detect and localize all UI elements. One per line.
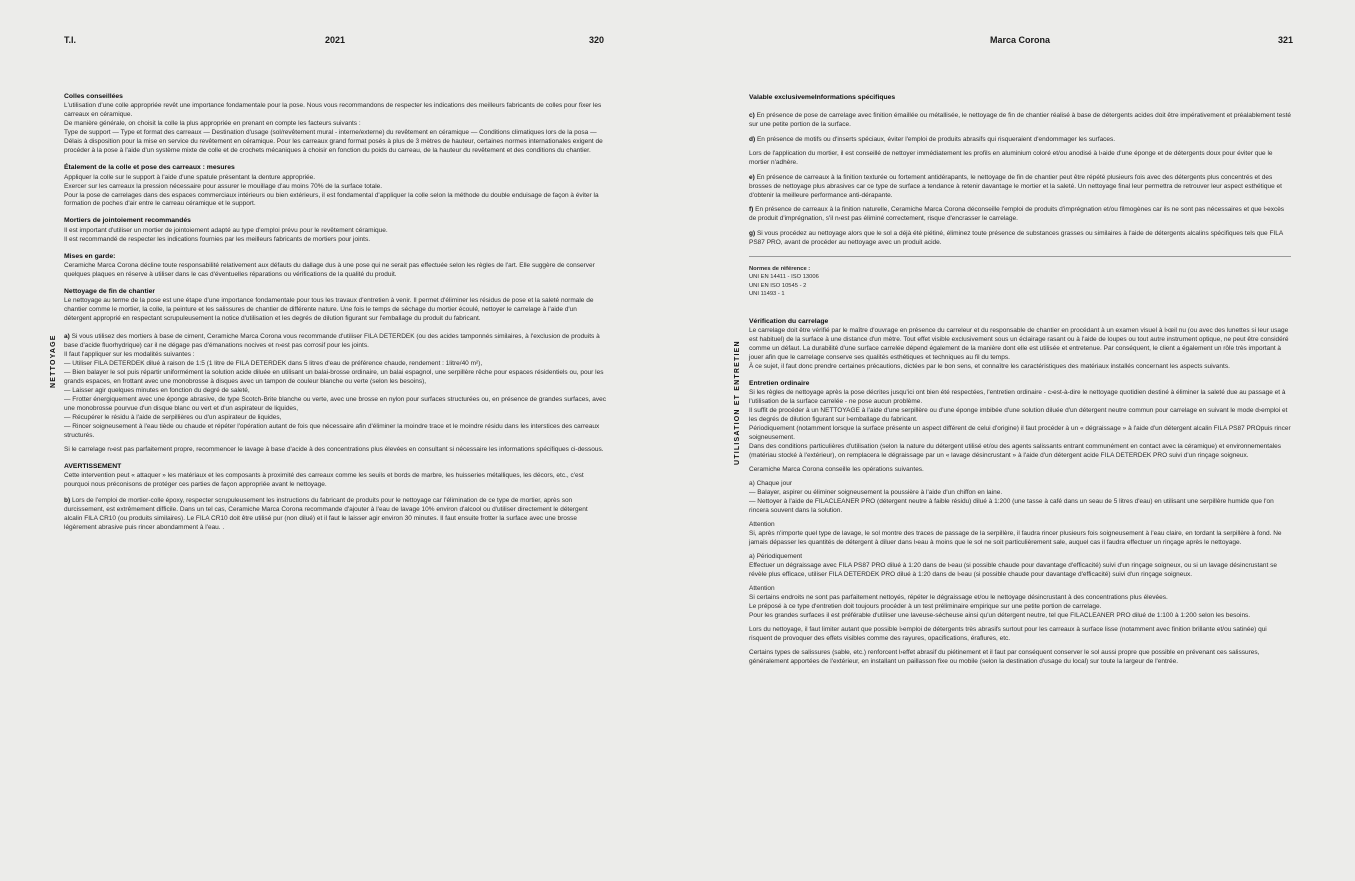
subsection-title-attention: Attention — [749, 521, 775, 529]
paragraph: Si certains endroits ne sont pas parfaitement nettoyés, répéter le dégraissage et/ou le nettoyage désincrustant à des concentrations plus élevées. — [749, 594, 1168, 602]
list-item: — Récupérer le résidu à l'aide de serpillières ou d'un aspirateur de liquides, — [64, 414, 282, 422]
list-item: — Balayer, aspirer ou éliminer soigneusement la poussière à l'aide d'un chiffon en laine. — [749, 489, 1003, 497]
list-item: — Nettoyer à l'aide de FILACLEANER PRO (détergent neutre à faible résidu) dilué à 1:200 (une tasse à café dans un seau de 5 litres d'eau) en utilisant une serpillère humide que l'on rincera souvent dans la solution. — [749, 498, 1274, 515]
paragraph: Il est important d'utiliser un mortier de jointoiement adapté au type d'emploi prévu pour le revêtement céramique. — [64, 226, 388, 234]
header-ti: T.I. — [64, 35, 77, 45]
left-text-column — [64, 92, 606, 539]
list-item: — Laisser agir quelques minutes en fonction du degré de saleté, — [64, 387, 250, 395]
divider — [749, 256, 1291, 258]
reference-item: UNI EN ISO 10545 - 2 — [749, 282, 807, 289]
paragraph: À ce sujet, il faut donc prendre certaines précautions, dictées par le bon sens, et connaître les caractéristiques des matériaux installés concernant les aspects suivants. — [749, 362, 1230, 370]
paragraph: Ceramiche Marca Corona décline toute responsabilité relativement aux défauts du dallage dus à une pose qui ne serait pas effectuée selon les règles de l'art. Elle suggère de conserver quelques plaques en réserve à utiliser dans le cas d'éventuelles réparations ou vérifications de la qualité du produit. — [64, 262, 595, 279]
subsection-title-periodiquement: a) Périodiquement — [749, 553, 803, 561]
paragraph: Cette intervention peut « attaquer » les matériaux et les composants à proximité des carreaux comme les seuils et bords de marbre, les huisseries métalliques, les décors, etc., c'est pourquoi nous préconisons de protéger ces parties de façon appropriée avant le nettoyage. — [64, 472, 584, 489]
paragraph: De manière générale, on choisit la colle la plus appropriée en prenant en compte les facteurs suivants : — [64, 120, 361, 128]
paragraph: Pour les grandes surfaces il est préférable d'utiliser une laveuse-sécheuse ainsi qu'un détergent neutre, tel que FILACLEANER PRO dilué de 1:100 à 1:200 selon les besoins. — [749, 611, 1251, 619]
section-title-entretien: Entretien ordinaire — [749, 379, 810, 387]
paragraph: Dans des conditions particulières d'utilisation (selon la nature du détergent utilisé et/ou des agents salissants entrant communément en contact avec la céramique) et environnementales (matériau stocké à l'extérieur), on remplacera le dégraissage par un « lavage désincrustant » à l'aide d'un détergent acide FILA DETERDEK PRO suivi d'un rinçage soigneux. — [749, 442, 1282, 459]
paragraph: Périodiquement (notamment lorsque la surface présente un aspect différent de celui d'origine) il faut procéder à un « dégraissage » à l'aide d'un détergent alcalin FILA PS87 PROpuis rincer soigneusement. — [749, 425, 1291, 441]
paragraph: Le préposé à ce type d'entretien doit toujours procéder à un test préliminaire empirique sur une petite portion de carrelage. — [749, 603, 1102, 610]
paragraph: Si, après n'importe quel type de lavage, le sol montre des traces de passage de la serpillère, il faudra rincer plusieurs fois soigneusement à l'eau claire, en tordant la serpillère à fond. Ne jamais dépasser les quantités de détergent à diluer dans l›eau à moins que le sol ne soit particulièrement sale, auquel cas il faudra effectuer un rinçage après le nettoyage. — [749, 530, 1282, 547]
right-text-column — [749, 93, 1291, 673]
list-item-b: b) Lors de l'emploi de mortier-colle époxy, respecter scrupuleusement les instructions du fabricant de produits pour le nettoyage car l'élimination de ce type de mortier, après son durcissement, est extrêmement difficile. Dans un tel cas, Ceramiche Marca Corona recommande d'ajouter à l'eau de lavage 10% environ d'alcool ou d'utiliser directement le détergent alcalin FILA CR10 (ou produits similaires). Le FILA CR10 doit être utilisé pur (non dilué) et il faut le laisser agir environ 30 minutes. Il faut ensuite frotter la surface avec une brosse légèrement abrasive puis rincer abondamment à l'eau. . — [64, 497, 588, 532]
paragraph: Lors du nettoyage, il faut limiter autant que possible l›emploi de détergents très abrasifs surtout pour les carreaux à surface lisse (notamment avec finition brillante et/ou satinée) qui risquent de provoquer des effets visibles comme des rayures, opacifications, éraflures, etc. — [749, 625, 1267, 642]
section-title-valable: Valable exclusivemeInformations spécifiques — [749, 94, 896, 101]
section-title-verification: Vérification du carrelage — [749, 317, 829, 325]
paragraph: Lors de l'application du mortier, il est conseillé de nettoyer immédiatement les profils en aluminium coloré et/ou anodisé à l›aide d'une éponge et de détergents doux pour éviter que le mortier n'adhère. — [749, 150, 1273, 167]
paragraph: Pour la pose de carrelages dans des espaces commerciaux intérieurs ou bien extérieurs, il est fondamental d'appliquer la colle selon la méthode du double enduisage de façon à éviter la formation de poches d'air entre le carreau céramique et le support. — [64, 191, 599, 208]
list-item: — Rincer soigneusement à l'eau tiède ou chaude et répéter l'opération autant de fois que nécessaire afin d'éliminer la moindre trace et le moindre résidu dans les interstices des carreaux structurés. — [64, 423, 600, 439]
side-tab-nettoyage: NETTOYAGE — [50, 334, 57, 388]
side-tab-utilisation-entretien: UTILISATION ET ENTRETIEN — [734, 340, 741, 465]
list-item: — Frotter énergiquement avec une éponge abrasive, de type Scotch-Brite blanche ou verte, avec une brosse en nylon pour surfaces structurées ou, en présence de grandes surfaces, avec une monobrosse pourvue d'un disque blanc ou vert et d'un aspirateur de liquides, — [64, 396, 606, 413]
paragraph: Appliquer la colle sur le support à l'aide d'une spatule présentant la denture appropriée. — [64, 173, 316, 181]
paragraph: Il suffit de procéder à un NETTOYAGE à l'aide d'une serpillère ou d'une éponge imbibée d'une solution diluée d'un détergent neutre commun pour carrelage en suivant le mode d›emploi et les degrés de dilution figurant sur l›emballage du fabricant. — [749, 407, 1288, 424]
header-brand: Marca Corona — [990, 35, 1051, 45]
subsection-title-chaque-jour: a) Chaque jour — [749, 480, 792, 488]
list-item: — Utiliser FILA DETERDEK dilué à raison de 1:5 (1 litre de FILA DETERDEK dans 5 litres d'eau de préférence chaude, rendement : 1litre/40 m²), — [64, 360, 483, 368]
left-page — [0, 0, 677, 881]
header-page-number: 320 — [589, 35, 605, 45]
reference-item: UNI EN 14411 - ISO 13006 — [749, 274, 819, 281]
section-title-mortiers: Mortiers de jointoiement recommandés — [64, 217, 191, 225]
paragraph: Exercer sur les carreaux la pression nécessaire pour assurer le mouillage d'au moins 70% de la surface totale. — [64, 182, 383, 190]
paragraph: Si les règles de nettoyage après la pose décrites jusqu'ici ont bien été respectées, l'entretien ordinaire - c›est-à-dire le nettoyage quotidien destiné à éliminer la saleté due au passage et à l'utilisation de la surface carrelée - ne pose aucun problème. — [749, 389, 1286, 406]
list-item-f: f) En présence de carreaux à la finition naturelle, Ceramiche Marca Corona déconseille l'emploi de produits d'imprégnation et/ou filmogènes car ils ne sont pas nécessaires et que l›excès de produit d'imprégnation, s'il n›est pas éliminé correctement, risque d'encrasser le carrelage. — [749, 206, 1285, 223]
section-title-etalement: Étalement de la colle et pose des carreaux : mesures — [64, 164, 235, 172]
references-title: Normes de référence : — [749, 266, 811, 272]
paragraph: Le nettoyage au terme de la pose est une étape d'une importance fondamentale pour tous les travaux d'entretien à venir. Il permet d'éliminer les résidus de pose et la saleté normale de chantier comme le mortier, la colle, la peinture et les salissures de chantier de différente nature. Une fois le temps de séchage du mortier écoulé, nettoyer le carrelage à l'aide d'un détergent approprié en respectant scrupuleusement la notice d'utilisation et les degrés de dilution figurant sur l'emballage du produit du fabricant. — [64, 297, 594, 323]
section-title-mises-en-garde: Mises en garde: — [64, 252, 116, 260]
header-year: 2021 — [325, 35, 346, 45]
header-page-number: 321 — [1278, 35, 1294, 45]
paragraph: Type de support — Type et format des carreaux — Destination d'usage (sol/revêtement mural - interne/externe) du revêtement en céramique — Conditions climatiques lors de la posa — Délais à disposition pour la mise en service du revêtement en céramique. Pour les carreaux grand format posés à plus de 3 mètres de hauteur, certaines normes internationales exigent de procéder à la pose à l'aide d'un système mixte de colle et de crochets mécaniques à choisir en fonction du poids du carreau, de la hauteur du revêtement et des conditions du chantier. — [64, 129, 603, 155]
paragraph: Il est recommandé de respecter les indications fournies par les meilleurs fabricants de mortiers pour joints. — [64, 235, 370, 243]
list-item: Il faut l'appliquer sur les modalités suivantes : — [64, 351, 195, 359]
list-item-e: e) En présence de carreaux à la finition texturée ou fortement antidérapants, le nettoyage de fin de chantier peut être répété plusieurs fois avec des détergents plus concentrés et des brosses de nettoyage plus abrasives car ce type de surface a tendance à retenir davantage le mortier et la saleté. Un nettoyage final leur permettra de retrouver leur aspect esthétique et d'obtenir la meilleure performance anti-dérapante. — [749, 173, 1282, 199]
list-item-a: a) Si vous utilisez des mortiers à base de ciment, Ceramiche Marca Corona vous recommande d'utiliser FILA DETERDEK (ou des acides tamponnés similaires, à l'exclusion de produits à base d'acide fluorhydrique) car il ne dégage pas d'émanations nocives et n›est pas corrosif pour les joints. — [64, 333, 600, 350]
subsection-title-attention: Attention — [749, 585, 775, 593]
list-item: — Bien balayer le sol puis répartir uniformément la solution acide diluée en utilisant un balai-brosse ordinaire, un balai espagnol, une serpillère rêche pour espaces résidentiels ou, pour les grands espaces, en frottant avec une monobrosse à disques avec un tampon de couleur blanche ou verte (selon les besoins), — [64, 369, 604, 386]
list-item-d: d) En présence de motifs ou d'inserts spéciaux, éviter l'emploi de produits abrasifs qui risqueraient d'endommager les surfaces. — [749, 135, 1116, 143]
list-item-g: g) Si vous procédez au nettoyage alors que le sol a déjà été piétiné, éliminez toute présence de substances grasses ou similaires à l'aide de détergents alcalins spécifiques tels que FILA PS87 PRO, avant de procéder au nettoyage avec un produit acide. — [749, 229, 1283, 246]
paragraph: Effectuer un dégraissage avec FILA PS87 PRO dilué à 1:20 dans de l›eau (si possible chaude pour davantage d'efficacité) suivi d'un rinçage soigneux, ou si un lavage désincrustant se révèle plus efficace, utiliser FILA DETERDEK PRO dilué à 1:20 dans de l›eau (si possible chaude pour davantage d'efficacité) suivi d'un rinçage soigneux. — [749, 562, 1277, 579]
paragraph: L'utilisation d'une colle appropriée revêt une importance fondamentale pour la pose. Nous vous recommandons de respecter les indications des meilleurs fabricants de colles pour fixer les carreaux en céramique. — [64, 102, 602, 119]
reference-item: UNI 11493 - 1 — [749, 291, 785, 298]
right-page — [678, 0, 1355, 881]
list-item-c: c) En présence de pose de carrelage avec finition émaillée ou métallisée, le nettoyage de fin de chantier réalisé à base de détergents acides doit être impérativement et préalablement testé sur une petite portion de la surface. — [749, 112, 1291, 129]
section-title-nettoyage: Nettoyage de fin de chantier — [64, 288, 156, 296]
paragraph: Ceramiche Marca Corona conseille les opérations suivantes. — [749, 465, 924, 473]
section-title-colles: Colles conseillées — [64, 93, 123, 100]
paragraph: Si le carrelage n›est pas parfaitement propre, recommencer le lavage à base d'acide à des concentrations plus élevées en consultant si nécessaire les informations spécifiques ci-dessous. — [64, 445, 604, 453]
paragraph: Certains types de salissures (sable, etc.) renforcent l›effet abrasif du piétinement et il faut par conséquent conserver le sol aussi propre que possible en prévenant ces salissures, généralement apportées de l'extérieur, en installant un paillasson fixe ou mobile (selon la destination d'usage du local) sur toute la largeur de l'entrée. — [749, 649, 1260, 666]
references-block — [749, 265, 1291, 299]
section-title-avertissement: AVERTISSEMENT — [64, 462, 122, 470]
paragraph: Le carrelage doit être vérifié par le maître d'ouvrage en présence du carreleur et du responsable de chantier en procédant à un examen visuel à l›œil nu (ou avec des lunettes si leur usage est habituel) de la surface à une distance d'un mètre. Tout effet visible exclusivement sous un éclairage rasant ou à l'aide de loupes ou tout autre instrument optique, ne peut être considéré comme un défaut. La durabilité d'une surface carrelée dépend également de la manière dont elle est utilisée et entretenue. Par conséquent, le client a également un rôle très important à jouer afin que le carrelage conserve ses qualités esthétiques et techniques au fil du temps. — [749, 326, 1289, 361]
